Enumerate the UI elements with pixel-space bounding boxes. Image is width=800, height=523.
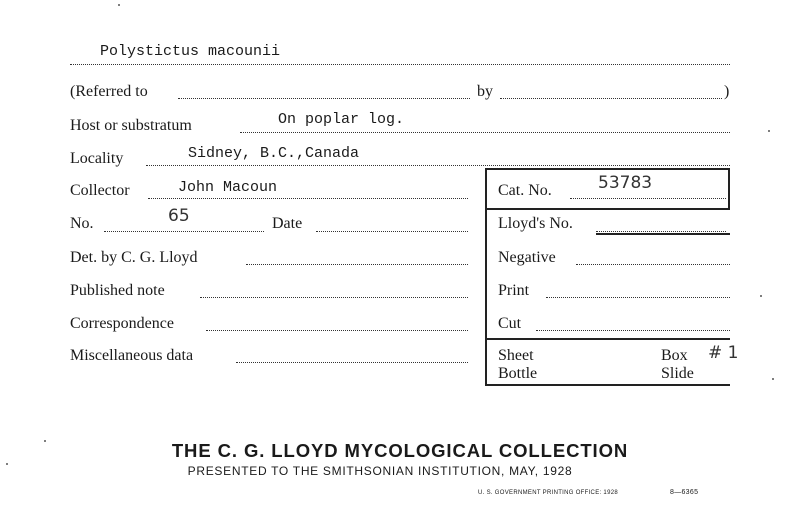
box-number-value: # 1 xyxy=(708,343,739,363)
scan-speck xyxy=(768,130,770,132)
no-label: No. xyxy=(70,215,94,232)
species-line xyxy=(70,64,730,65)
scan-speck xyxy=(6,463,8,465)
date-line xyxy=(316,231,468,232)
referred-to-label: (Referred to xyxy=(70,83,148,100)
box-left-border xyxy=(485,168,487,385)
cut-line xyxy=(536,330,730,331)
host-label: Host or substratum xyxy=(70,117,192,134)
referred-to-line xyxy=(178,98,470,99)
box-divider xyxy=(485,208,730,210)
locality-value: Sidney, B.C.,Canada xyxy=(188,145,360,162)
misc-label: Miscellaneous data xyxy=(70,347,194,364)
locality-label: Locality xyxy=(70,150,124,167)
box-top-border xyxy=(485,168,730,170)
scan-speck xyxy=(760,295,762,297)
referred-close: ) xyxy=(724,83,730,100)
form-number: 8—6365 xyxy=(670,489,699,496)
cut-divider xyxy=(485,338,730,340)
lloyds-no-label: Lloyd's No. xyxy=(498,215,573,232)
box-label: Box xyxy=(661,347,688,364)
species-name: Polystictus macounii xyxy=(100,43,281,60)
host-line xyxy=(240,132,730,133)
box-right-border xyxy=(728,168,730,210)
referred-by-line xyxy=(500,98,722,99)
sheet-label: Sheet xyxy=(498,347,534,364)
bottle-label: Bottle xyxy=(498,365,538,382)
correspondence-line xyxy=(206,330,468,331)
det-label: Det. by C. G. Lloyd xyxy=(70,249,198,266)
collection-subtitle: PRESENTED TO THE SMITHSONIAN INSTITUTION, MAY, 1928 xyxy=(187,464,573,478)
print-label: Print xyxy=(498,282,530,299)
cat-no-label: Cat. No. xyxy=(498,182,552,199)
correspondence-label: Correspondence xyxy=(70,315,174,332)
cat-no-line xyxy=(570,198,726,199)
host-value: On poplar log. xyxy=(278,111,405,128)
referred-by-label: by xyxy=(477,83,493,100)
collection-title: THE C. G. LLOYD MYCOLOGICAL COLLECTION xyxy=(171,440,629,461)
collector-value: John Macoun xyxy=(178,179,278,196)
negative-label: Negative xyxy=(498,249,556,266)
scan-speck xyxy=(772,378,774,380)
published-label: Published note xyxy=(70,282,165,299)
printing-office: U. S. GOVERNMENT PRINTING OFFICE: 1928 xyxy=(478,490,618,496)
cat-no-value: 53783 xyxy=(598,173,653,193)
box-bottom-border xyxy=(485,384,730,386)
date-label: Date xyxy=(272,215,303,232)
collection-title-wrap xyxy=(0,440,800,462)
collection-subtitle-wrap xyxy=(0,462,760,480)
scan-speck xyxy=(44,440,46,442)
no-value: 65 xyxy=(168,206,190,226)
negative-line xyxy=(576,264,730,265)
print-line xyxy=(546,297,730,298)
misc-line xyxy=(236,362,468,363)
lloyds-no-line xyxy=(596,231,726,232)
published-line xyxy=(200,297,468,298)
no-line xyxy=(104,231,264,232)
collector-label: Collector xyxy=(70,182,130,199)
scan-speck xyxy=(118,4,120,6)
collector-line xyxy=(148,198,468,199)
cut-label: Cut xyxy=(498,315,522,332)
locality-line xyxy=(146,165,730,166)
lloyds-underline xyxy=(596,233,730,235)
det-line xyxy=(246,264,468,265)
slide-label: Slide xyxy=(661,365,694,382)
